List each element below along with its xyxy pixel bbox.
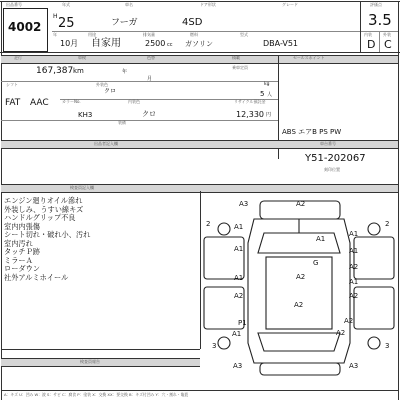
mileage-unit: km: [73, 67, 84, 75]
defect-mark: A2: [296, 273, 306, 281]
month-value: 10月: [60, 39, 79, 48]
right-front-wheel: [368, 223, 380, 235]
door-type: 4SD: [182, 17, 203, 28]
fine-print-line: [1, 390, 398, 391]
chassis-sub-label: 刻印位置: [324, 167, 340, 172]
model-label: 型式: [240, 32, 248, 37]
color-code: KH3: [78, 111, 93, 119]
defect-mark: A1: [349, 278, 359, 286]
right-rear-wheel: [368, 337, 380, 349]
left-front-door-outline: [204, 237, 244, 279]
right-front-door-outline: [354, 237, 394, 279]
fuel-label: 燃料: [190, 32, 198, 37]
score-value: 3.5: [368, 11, 392, 29]
body-color: クロ: [104, 88, 117, 95]
defect-mark: A1: [234, 274, 244, 282]
year-label: 年式: [62, 2, 70, 7]
color-no-label: カラーNo.: [62, 99, 81, 104]
score-label: 評価点: [370, 2, 382, 7]
recycle-unit: 円: [266, 112, 272, 118]
aircon-value: AAC: [30, 98, 49, 108]
usage-label: 用途: [88, 32, 96, 37]
seat-mark: 2: [385, 220, 390, 228]
car-name: フーガ: [111, 18, 138, 28]
exterior-label: 外装: [383, 32, 391, 37]
defect-mark: A1: [234, 223, 244, 231]
inner-color: クロ: [142, 110, 156, 118]
defects-divider: [200, 191, 201, 349]
month-label: 年: [53, 32, 57, 37]
defect-mark: G: [313, 259, 319, 267]
displacement-unit: cc: [167, 42, 173, 48]
defect-mark: A2: [344, 317, 354, 325]
seats-value: 5: [260, 90, 265, 98]
grade-label: グレード: [282, 2, 298, 7]
defect-item: エンジン廻りオイル滲れ: [4, 196, 83, 205]
defect-mark: A2: [234, 292, 244, 300]
roof-outline: [266, 257, 332, 329]
left-front-wheel: [218, 223, 230, 235]
defect-list: [4, 197, 90, 282]
defect-mark: A2: [296, 200, 306, 208]
inspection-year-unit: 年: [122, 69, 128, 75]
usage-value: 自家用: [91, 38, 121, 49]
defect-item: 社外アルミホイール: [4, 272, 69, 282]
model-code: DBA-V51: [263, 39, 299, 48]
left-rear-wheel: [218, 337, 230, 349]
defect-mark: A2: [294, 301, 304, 309]
header-mid-line: [52, 31, 398, 32]
defect-mark: A3: [349, 362, 359, 370]
seat-mark: 3: [212, 342, 217, 350]
header-bottom-border: [0, 52, 400, 53]
displacement-value: 2500: [145, 39, 166, 48]
interior-label: 内装: [364, 32, 372, 37]
defect-mark: A3: [233, 362, 243, 370]
door-label: ドア形状: [200, 2, 216, 7]
specs-header-bar: [1, 55, 398, 64]
recycle-fee: 12,330: [236, 110, 264, 119]
specs-line-3: [1, 120, 278, 121]
chassis-header-bar: [1, 140, 398, 149]
load-label: 積載: [232, 55, 240, 60]
year-value: 25: [58, 16, 75, 31]
defect-mark: A3: [239, 200, 249, 208]
seat-mark: 3: [385, 342, 390, 350]
defect-mark: A1: [234, 245, 244, 253]
defect-item: ローダウン: [4, 264, 40, 273]
lot-number: 4002: [8, 20, 42, 34]
defect-mark: A2: [336, 329, 346, 337]
defect-mark: A1: [316, 235, 326, 243]
color-label: 外装色: [96, 82, 108, 87]
lot-number-label: 出品番号: [6, 2, 22, 7]
windshield-outline: [258, 233, 340, 253]
equipment-label: 装備: [118, 120, 126, 125]
exterior-grade: C: [384, 38, 392, 51]
footer-top-line: [1, 349, 200, 350]
transmission-value: FAT: [5, 98, 21, 108]
defect-mark: A2: [349, 292, 359, 300]
inspection-label: 車検: [78, 55, 86, 60]
score-divider: [360, 1, 361, 52]
load-unit: kg: [264, 82, 270, 87]
mileage-label: 走行: [14, 55, 22, 60]
inner-color-label: 内装色: [128, 99, 140, 104]
defects-title: 検査員記入欄: [70, 185, 94, 190]
sales-point-title: セールスポイント: [293, 55, 325, 60]
interior-grade: D: [367, 38, 376, 51]
seats-label: 乗車定員: [232, 65, 248, 70]
inspection-month-unit: 月: [147, 76, 153, 82]
notes-title: 出品者記入欄: [94, 141, 118, 146]
year-era: H: [53, 13, 58, 20]
footer-title: 検査員報告: [80, 359, 100, 364]
grade-divider: [379, 31, 380, 52]
rear-bumper-outline: [260, 363, 340, 375]
defect-mark: P1: [238, 319, 247, 327]
repaint-label: 色替: [147, 55, 155, 60]
defect-item: ハンドルグリップ不良: [4, 213, 76, 222]
car-body-diagram: [202, 193, 396, 379]
defect-item: シート切れ・破れ小、汚れ: [4, 230, 91, 239]
defect-item: 室内汚れ: [4, 238, 33, 248]
defect-item: タッチＰ跡: [4, 247, 40, 256]
defect-mark: A2: [349, 263, 359, 271]
defect-mark: A1: [349, 230, 359, 238]
shift-label: シフト: [6, 82, 18, 87]
car-name-label: 車名: [125, 2, 133, 7]
defect-mark: A1: [232, 330, 242, 338]
seats-unit: 人: [267, 92, 273, 98]
seat-mark: 2: [206, 220, 211, 228]
footer-fine-print: A：キズ U：凹み W：波 S：サビ C：腐食 P：塗装 X：交換 XX：要交換 B：キズ付凹み Y：穴・割れ・亀裂: [4, 392, 189, 397]
right-rear-door-outline: [354, 287, 394, 329]
defect-item: ミラーＡ: [4, 255, 33, 265]
chassis-number: Y51-202067: [305, 153, 366, 164]
defect-mark: A1: [349, 247, 359, 255]
defect-item: 外装しみ、うすい線キズ: [4, 204, 84, 214]
specs-line-1: [1, 81, 278, 82]
fuel-value: ガソリン: [185, 40, 213, 48]
defect-item: 室内内張傷: [4, 221, 40, 231]
footer-header-bar: [1, 358, 200, 367]
rear-window-outline: [258, 333, 340, 351]
mileage-value: 167,387: [36, 66, 74, 76]
recycle-label: リサイクル預託金: [234, 99, 266, 104]
displacement-label: 排気量: [143, 32, 155, 37]
body-outline: [248, 219, 350, 363]
chassis-label: 車台番号: [320, 141, 336, 146]
right-border: [398, 1, 399, 400]
equipment-list: ABS エアB PS PW: [282, 128, 342, 136]
